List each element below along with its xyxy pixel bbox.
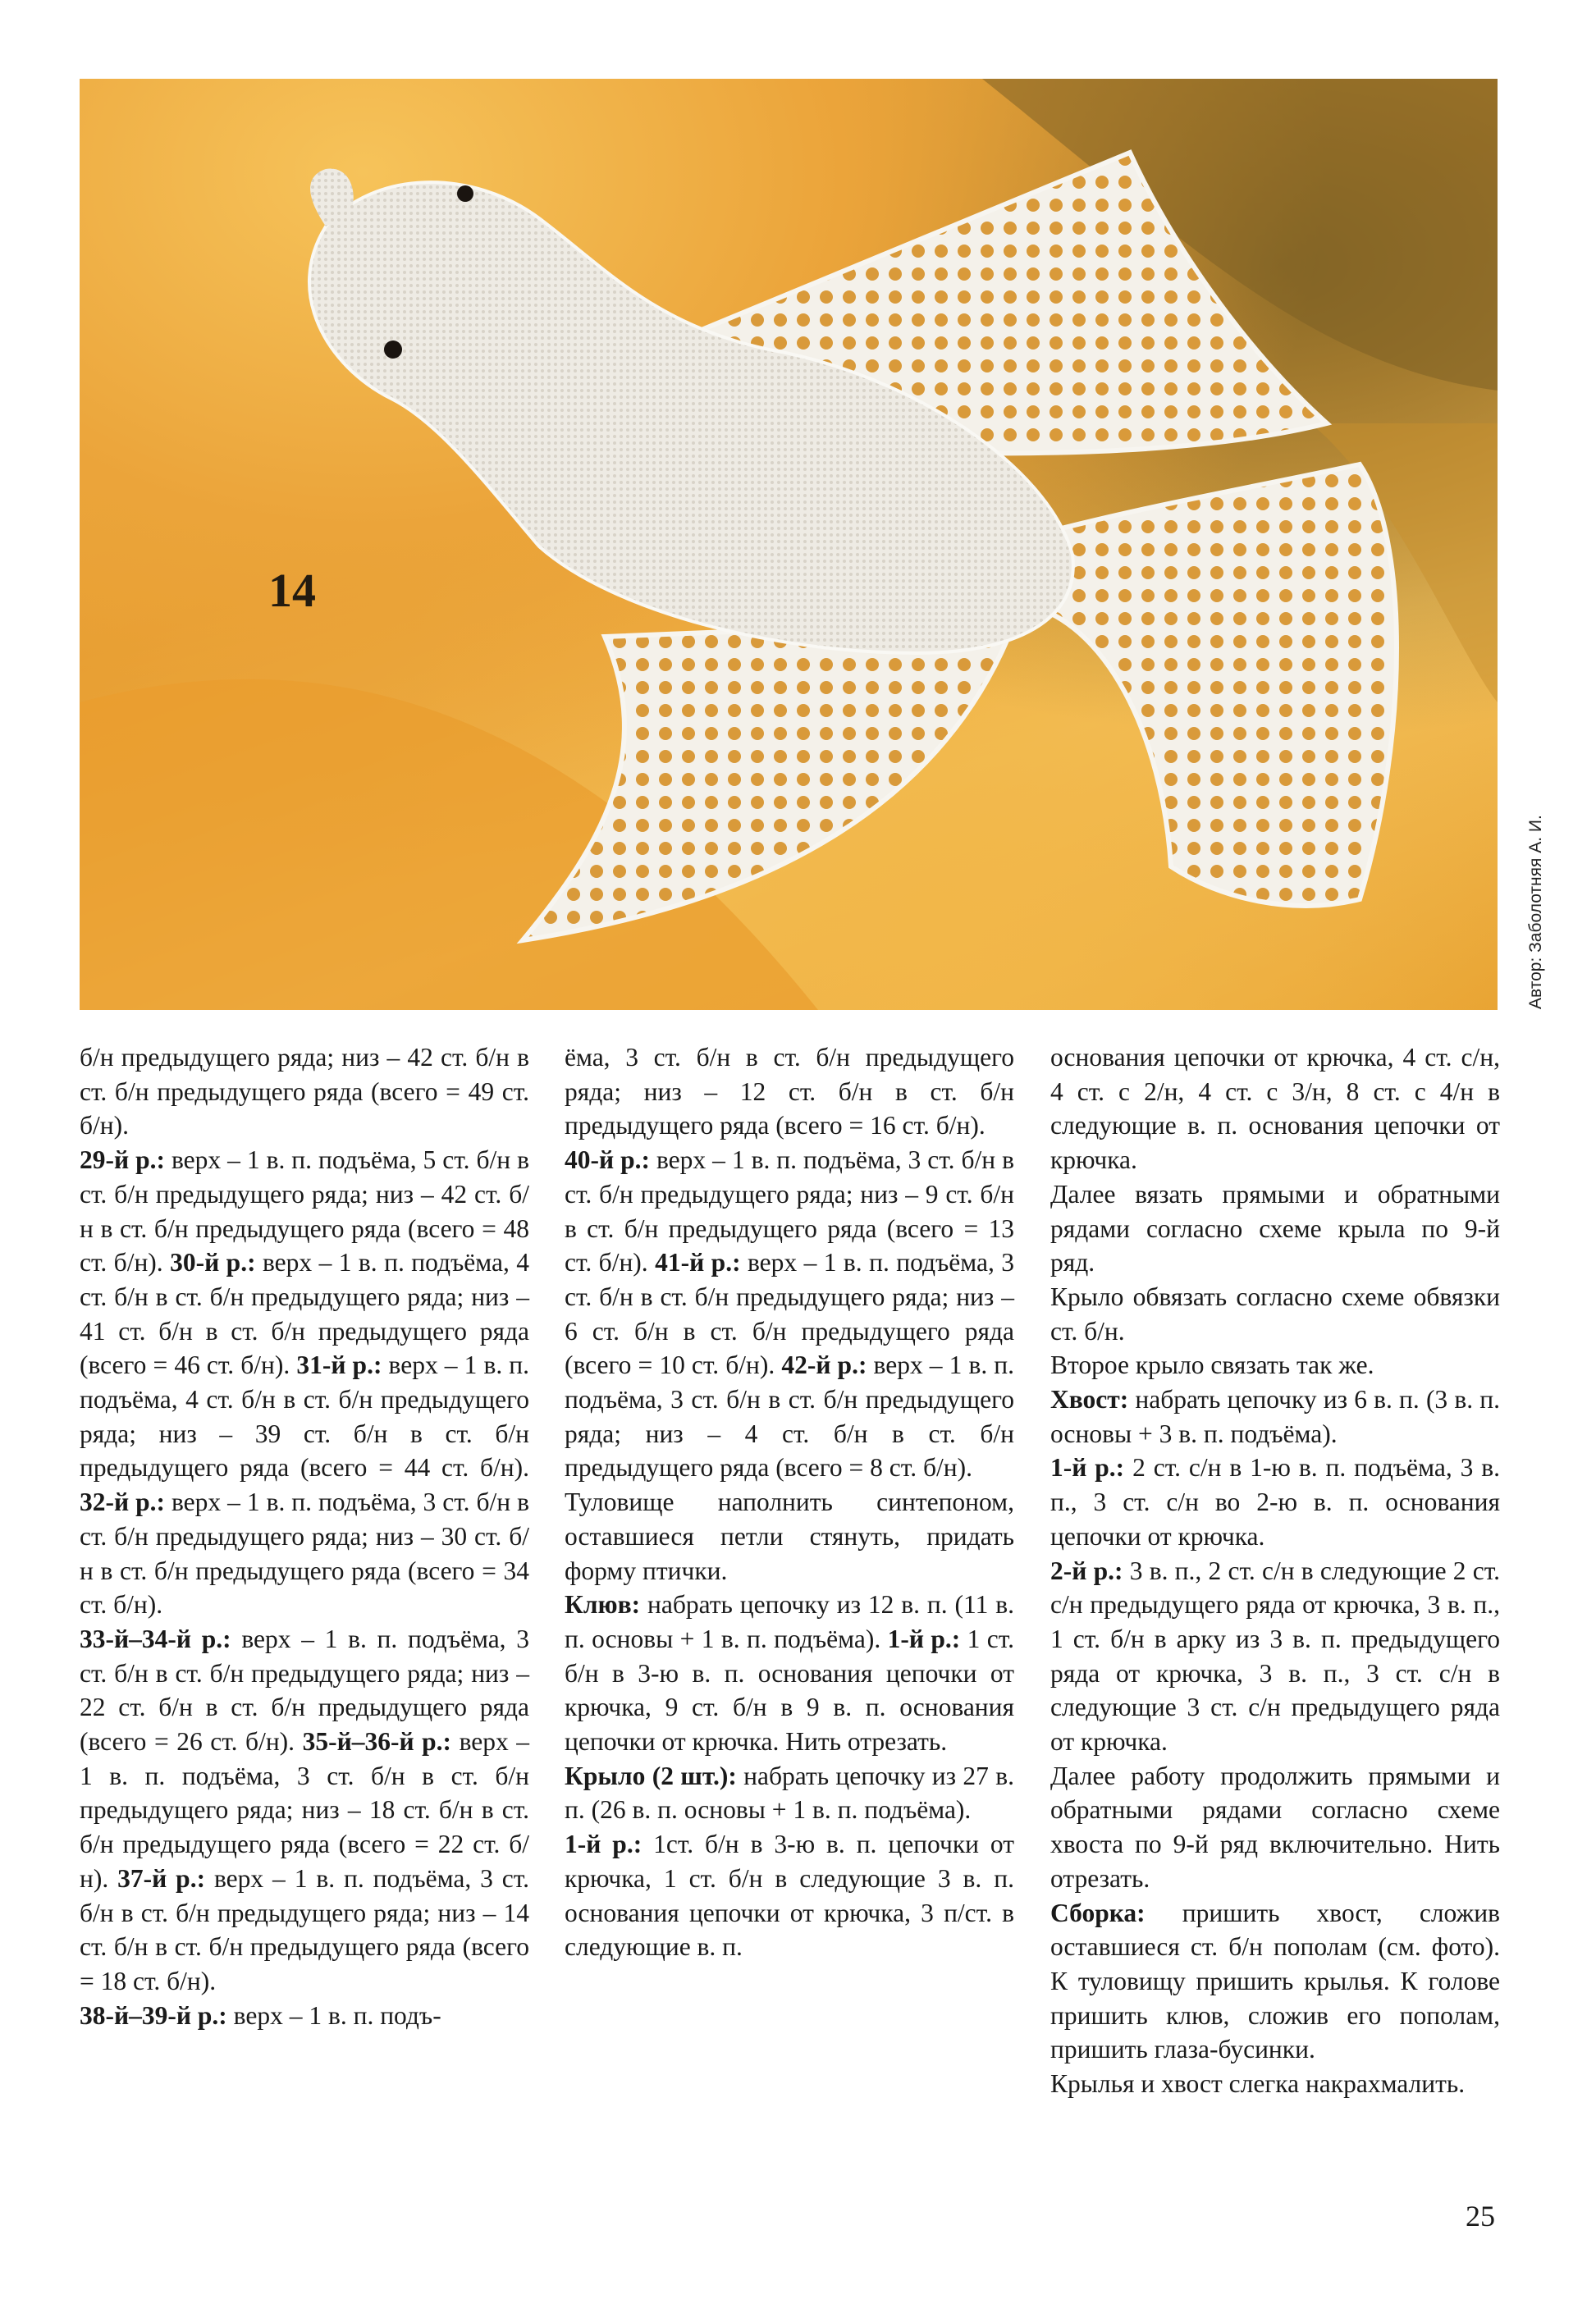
- paragraph: [1050, 1383, 1500, 1451]
- row-heading: 42-й р.:: [781, 1351, 867, 1380]
- paragraph-text: набрать цепочку из 6 в. п. (3 в. п. основы + 3 в. п. подъёма).: [1050, 1385, 1501, 1448]
- photo-credit: Автор: Заболотняя А. И.: [1526, 815, 1545, 1009]
- paragraph-text: Второе крыло связать так же.: [1050, 1351, 1374, 1380]
- paragraph: [1050, 1759, 1500, 1896]
- row-heading: 1-й р.:: [565, 1830, 643, 1859]
- paragraph-text: ёма, 3 ст. б/н в ст. б/н предыдущего ряда; низ – 12 ст. б/н в ст. б/н предыдущего ряда (всего = 16 ст. б/н).: [565, 1043, 1014, 1140]
- paragraph-text: набрать цепочку из 27 в. п. (26 в. п. основы + 1 в. п. подъёма).: [565, 1761, 1015, 1825]
- paragraph-text: 3 в. п., 2 ст. с/н в следующие 2 ст. с/н предыдущего ряда от крючка, 3 в. п., 1 ст. б/н в арку из 3 в. п. предыдущего ряда от крючка, 3 в. п., 3 ст. с/н в следующие 3 ст. с/н предыдущего ряда от крючка.: [1050, 1556, 1501, 1757]
- paragraph-text: набрать цепочку из 12 в. п. (11 в. п. основы + 1 в. п. подъёма).: [565, 1590, 1014, 1653]
- row-heading: 40-й р.:: [565, 1145, 650, 1175]
- paragraph: [565, 1485, 1014, 1588]
- paragraph-text: верх – 1 в. п. подъёма, 3 ст. б/н в ст. б/н предыдущего ряда; низ – 18 ст. б/н в ст. б/н предыдущего ряда (всего = 22 ст. б/н).: [80, 1727, 530, 1893]
- row-heading: 1-й р.:: [1050, 1453, 1125, 1483]
- paragraph: [1050, 1040, 1500, 1177]
- paragraph-text: верх – 1 в. п. подъёма, 4 ст. б/н в ст. б/н предыдущего ряда; низ – 41 ст. б/н в ст. б/н предыдущего ряда (всего = 46 ст. б/н).: [80, 1248, 529, 1380]
- paragraph-text: 1ст. б/н в 3-ю в. п. цепочки от крючка, 1 ст. б/н в следующие 3 в. п. основания цепочки от крючка, 3 п/ст. в следующие в. п.: [565, 1830, 1014, 1962]
- paragraph-text: верх – 1 в. п. подъёма, 3 ст. б/н в ст. б/н предыдущего ряда; низ – 22 ст. б/н в ст. б/н предыдущего ряда (всего = 26 ст. б/н).: [80, 1624, 529, 1757]
- row-heading: 2-й р.:: [1050, 1556, 1123, 1585]
- paragraph-text: верх – 1 в. п. подъёма, 4 ст. б/н в ст. б/н предыдущего ряда; низ – 39 ст. б/н в ст. б/н предыдущего ряда (всего = 44 ст. б/н).: [80, 1351, 530, 1483]
- row-heading: 1-й р.:: [887, 1624, 961, 1653]
- paragraph: [1050, 2067, 1500, 2101]
- row-heading: 30-й р.:: [170, 1248, 256, 1277]
- paragraph-text: верх – 1 в. п. подъёма, 3 ст. б/н в ст. б/н предыдущего ряда; низ – 30 ст. б/н в ст. б/н предыдущего ряда (всего = 34 ст. б/н).: [80, 1488, 530, 1620]
- row-heading: 32-й р.:: [80, 1488, 165, 1517]
- text-column-2: [565, 1040, 1014, 1964]
- row-heading: 31-й р.:: [296, 1351, 382, 1380]
- paragraph: [80, 1999, 529, 2033]
- paragraph: [1050, 1348, 1500, 1383]
- text-column-1: [80, 1040, 529, 2032]
- paragraph-text: Крыло обвязать согласно схеме обвязки ст. б/н.: [1050, 1282, 1500, 1346]
- text-column-3: [1050, 1040, 1500, 2101]
- row-heading: Сборка:: [1050, 1898, 1146, 1927]
- row-heading: 33-й–34-й р.:: [80, 1624, 231, 1653]
- paragraph: [1050, 1554, 1500, 1759]
- row-heading: Клюв:: [565, 1590, 641, 1620]
- paragraph: [565, 1040, 1014, 1143]
- paragraph-text: Далее работу продолжить прямыми и обратными рядами согласно схеме хвоста по 9-й ряд включительно. Нить отрезать.: [1050, 1761, 1500, 1893]
- paragraph-text: верх – 1 в. п. подъёма, 3 ст. б/н в ст. б/н предыдущего ряда; низ – 6 ст. б/н в ст. б/н предыдущего ряда (всего = 10 ст. б/н).: [565, 1248, 1014, 1380]
- photo-number-label: 14: [268, 564, 316, 617]
- paragraph-text: Туловище наполнить синтепоном, оставшиеся петли стянуть, придать форму птички.: [565, 1488, 1014, 1585]
- paragraph-text: Крылья и хвост слегка накрахмалить.: [1050, 2069, 1466, 2099]
- paragraph: [565, 1143, 1014, 1485]
- paragraph: [1050, 1280, 1500, 1348]
- paragraph-text: верх – 1 в. п. подъёма, 5 ст. б/н в ст. б/н предыдущего ряда; низ – 42 ст. б/н в ст. б/н предыдущего ряда (всего = 48 ст. б/н).: [80, 1145, 530, 1277]
- paragraph-text: 1 ст. б/н в 3-ю в. п. основания цепочки от крючка, 9 ст. б/н в 9 в. п. основания цепочки от крючка. Нить отрезать.: [565, 1624, 1014, 1757]
- page-number: 25: [1466, 2200, 1495, 2233]
- paragraph-text: верх – 1 в. п. подъ-: [233, 2000, 441, 2030]
- paragraph: [80, 1622, 529, 1999]
- crocheted-dove-illustration: [80, 79, 1498, 1010]
- row-heading: 29-й р.:: [80, 1145, 165, 1175]
- row-heading: 38-й–39-й р.:: [80, 2000, 227, 2030]
- paragraph: [565, 1588, 1014, 1759]
- row-heading: Хвост:: [1050, 1385, 1129, 1415]
- paragraph: [80, 1143, 529, 1622]
- row-heading: 41-й р.:: [655, 1248, 741, 1277]
- paragraph: [565, 1827, 1014, 1964]
- paragraph: [1050, 1451, 1500, 1553]
- paragraph-text: основания цепочки от крючка, 4 ст. с/н, 4 ст. с 2/н, 4 ст. с 3/н, 8 ст. с 4/н в следующие в. п. основания цепочки от крючка.: [1050, 1043, 1500, 1175]
- paragraph-text: пришить хвост, сложив оставшиеся ст. б/н пополам (см. фото). К туловищу пришить крылья. К голове пришить клюв, сложив его пополам, пришить глаза-бусинки.: [1050, 1898, 1500, 2064]
- row-heading: 35-й–36-й р.:: [302, 1727, 452, 1757]
- paragraph: [1050, 1896, 1500, 2068]
- row-heading: Крыло (2 шт.):: [565, 1761, 737, 1790]
- paragraph-text: б/н предыдущего ряда; низ – 42 ст. б/н в ст. б/н предыдущего ряда (всего = 49 ст. б/н).: [80, 1043, 529, 1140]
- paragraph-text: верх – 1 в. п. подъёма, 3 ст. б/н в ст. б/н предыдущего ряда; низ – 4 ст. б/н в ст. б/н предыдущего ряда (всего = 8 ст. б/н).: [565, 1351, 1015, 1483]
- paragraph-text: 2 ст. с/н в 1-ю в. п. подъёма, 3 в. п., 3 ст. с/н во 2-ю в. п. основания цепочки от крючка.: [1050, 1453, 1501, 1551]
- row-heading: 37-й р.:: [117, 1863, 206, 1893]
- paragraph-text: верх – 1 в. п. подъёма, 3 ст. б/н в ст. б/н предыдущего ряда; низ – 9 ст. б/н в ст. б/н предыдущего ряда (всего = 13 ст. б/н).: [565, 1145, 1015, 1277]
- paragraph: [565, 1759, 1014, 1827]
- paragraph-text: Далее вязать прямыми и обратными рядами согласно схеме крыла по 9-й ряд.: [1050, 1179, 1500, 1277]
- paragraph-text: верх – 1 в. п. подъёма, 3 ст. б/н в ст. б/н предыдущего ряда; низ – 14 ст. б/н в ст. б/н предыдущего ряда (всего = 18 ст. б/н).: [80, 1863, 530, 1995]
- paragraph: [80, 1040, 529, 1143]
- dove-photo: [80, 79, 1498, 1010]
- paragraph: [1050, 1177, 1500, 1280]
